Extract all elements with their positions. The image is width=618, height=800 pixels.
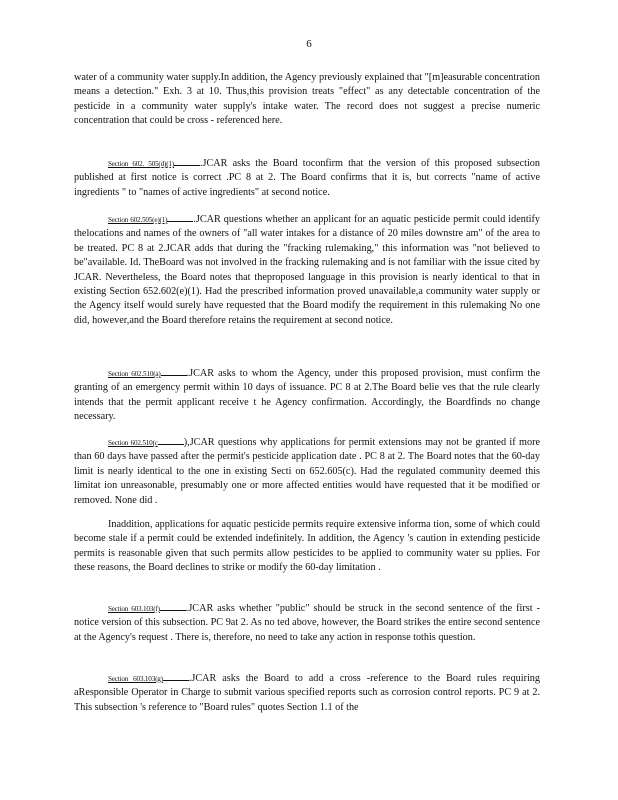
paragraph-2	[74, 157, 540, 200]
paragraph-8	[74, 672, 540, 715]
section-underline	[160, 602, 186, 611]
paragraph-5	[74, 436, 540, 508]
page-number: 6	[306, 38, 312, 50]
paragraph-4	[74, 367, 540, 425]
section-reference: Section 603.103(f)	[108, 605, 160, 613]
paragraph-text: .JCAR asks the Board toconfirm that the version of this proposed subsection published at first notice is correct .PC 8 at 2. The Board confirms that it is, but corrects "name of active ingredients " to "names of active ingredients" at second notice.	[74, 158, 540, 198]
paragraph-text: .JCAR asks to whom the Agency, under this proposed provision, must confirm the granting of an emergency permit within 10 days of issuance. PC 8 at 2.The Board belie ves that the rule clearly intends that the permit applicant receive t he Agency confirmation. Accordingly, the Boardfinds no change necessary.	[74, 368, 540, 423]
paragraph-text: .JCAR questions whether an applicant for an aquatic pesticide permit could identify thelocations and names of the owners of "all water intakes for a distance of 20 miles downstre am" of the area to be treated. PC 8 at 2.JCAR adds that during the "fracking rulemaking," this information was "not believed to be"available. Id. TheBoard was not involved in the fracking rulemaking and is not familiar with the issue cited by JCAR. Nevertheless, the Board notes that theproposed language in this provision is nearly identical to that in existing Section 652.602(e)(1). Had the prescribed information proved unavailable,a community water supply or the Agency itself would surely have requested that the Board modify the requirement in this rulemaking No one did, however,and the Board therefore retains the requirement at second notice.	[74, 214, 540, 326]
paragraph-1: water of a community water supply.In addition, the Agency previously explained that "[m]easurable concentration means a detection." Exh. 3 at 10. Thus,this provision treats "effect" as any detectable concentration of the pesticide in a community water supply's intake water. The record does not suggest a precise numeric concentration that could be cross - referenced here.	[74, 72, 540, 127]
section-reference: Section 602.505(e)(1)	[108, 216, 168, 224]
section-underline	[163, 672, 189, 681]
section-reference: Section 602.510(a)	[108, 370, 161, 378]
paragraph-text: ),JCAR questions why applications for permit extensions may not be granted if more than 60 days have passed after the permit's pesticide application date . PC 8 at 2. The Board notes that the 60-day limit is nearly identical to the one in existing Secti on 652.605(c). Had the regulated community deemed this limitat ion unreasonable, presumably one or more affected entities would have requested that it be modified or removed. None did .	[74, 437, 540, 506]
section-underline	[174, 157, 200, 166]
section-reference: Section 602. 505(d)(1)	[108, 160, 174, 168]
section-underline	[161, 367, 187, 376]
section-underline	[158, 436, 184, 445]
paragraph-text: .JCAR asks whether "public" should be struck in the second sentence of the first -notice version of this subsection. PC 9at 2. As no ted above, however, the Board strikes the entire second sentence at the Agency's request . There is, therefore, no need to take any action in response tothis question.	[74, 603, 541, 643]
paragraph-6: Inaddition, applications for aquatic pesticide permits require extensive informa tion, some of which could become stale if a permit could be extended indefinitely. In addition, the Agency 's caution in extending pesticide permits is reasonable given that such permits allow pesticides to be applied to community water su pplies. For these reasons, the Board declines to strike or modify the 60-day limitation .	[74, 519, 540, 574]
section-reference: Section 603.103(g)	[108, 675, 163, 683]
section-reference: Section 602.510(c	[108, 439, 158, 447]
section-underline	[167, 213, 193, 222]
paragraph-7	[74, 602, 540, 645]
paragraph-text: .JCAR asks the Board to add a cross -reference to the Board rules requiring aResponsible Operator in Charge to submit various specified reports such as corrosion control reports. PC 9 at 2. This subsection 's reference to "Board rules" quotes Section 1.1 of the	[74, 673, 540, 713]
paragraph-3	[74, 213, 540, 328]
